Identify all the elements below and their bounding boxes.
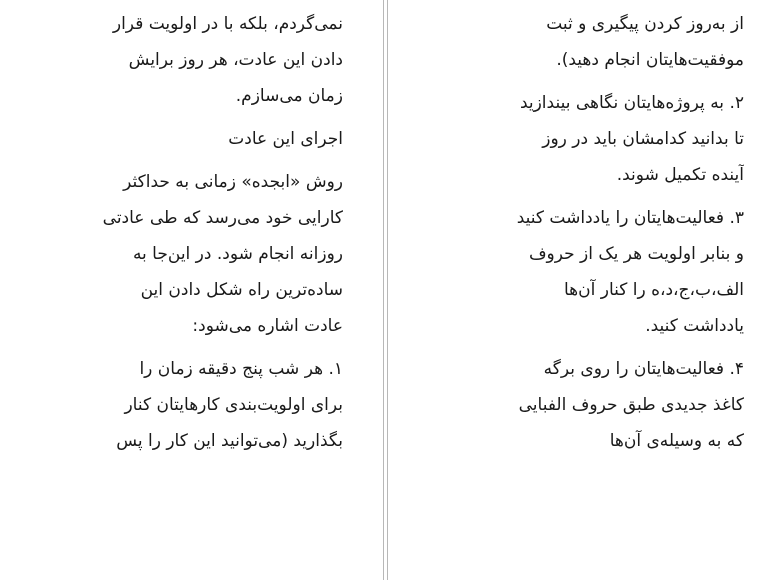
- text-line: الف،ب،ج،د،ه را کنار آن‌ها: [563, 280, 744, 300]
- gutter-rule: [387, 0, 388, 580]
- text-line: ۲. به پروژه‌هایتان نگاهی بیندازید: [519, 93, 744, 113]
- paragraph-gap: [0, 344, 343, 351]
- text-line: یادداشت کنید.: [645, 316, 744, 336]
- text-line: عادت اشاره می‌شود:: [192, 316, 343, 336]
- right-page: [392, 0, 774, 580]
- text-line: نمی‌گردم، بلکه با در اولویت قرار: [112, 14, 343, 34]
- text-line: کارایی خود می‌رسد که طی عادتی: [102, 208, 343, 228]
- text-line: از به‌روز کردن پیگیری و ثبت: [546, 14, 744, 34]
- text-line: ۳. فعالیت‌هایتان را یادداشت کنید: [516, 208, 744, 228]
- text-line: کاغذ جدیدی طبق حروف الفبایی: [518, 395, 744, 415]
- text-line: روش «ابجده» زمانی به حداکثر: [123, 172, 343, 192]
- text-line: و بنابر اولویت هر یک از حروف: [528, 244, 744, 264]
- text-line: برای اولویت‌بندی کارهایتان کنار: [124, 395, 343, 415]
- paragraph-gap: [0, 114, 343, 121]
- text-line: که به وسیله‌ی آن‌ها: [609, 431, 744, 451]
- text-line: دادن این عادت، هر روز برایش: [128, 50, 343, 70]
- text-line: آینده تکمیل شوند.: [616, 165, 744, 185]
- paragraph-gap: [0, 157, 343, 164]
- text-line: ۴. فعالیت‌هایتان را روی برگه: [543, 359, 744, 379]
- gutter-rule: [383, 0, 384, 580]
- paragraph-gap: [466, 344, 744, 351]
- text-line: روزانه انجام شود. در این‌جا به: [132, 244, 343, 264]
- text-line: ساده‌ترین راه شکل دادن این: [140, 280, 343, 300]
- text-line: ۱. هر شب پنج دقیقه زمان را: [139, 359, 343, 379]
- page-gutter: [370, 0, 392, 580]
- left-page: [0, 0, 370, 580]
- text-line: تا بدانید کدامشان باید در روز: [542, 129, 744, 149]
- paragraph-gap: [466, 78, 744, 85]
- text-line: موفقیت‌هایتان انجام دهید).: [556, 50, 744, 70]
- text-line: زمان می‌سازم.: [235, 86, 343, 106]
- right-page-text: [466, 6, 744, 459]
- section-heading: اجرای این عادت: [228, 129, 343, 149]
- text-line: بگذارید (می‌توانید این کار را پس: [116, 431, 343, 451]
- paragraph-gap: [466, 193, 744, 200]
- left-page-text: [0, 6, 343, 459]
